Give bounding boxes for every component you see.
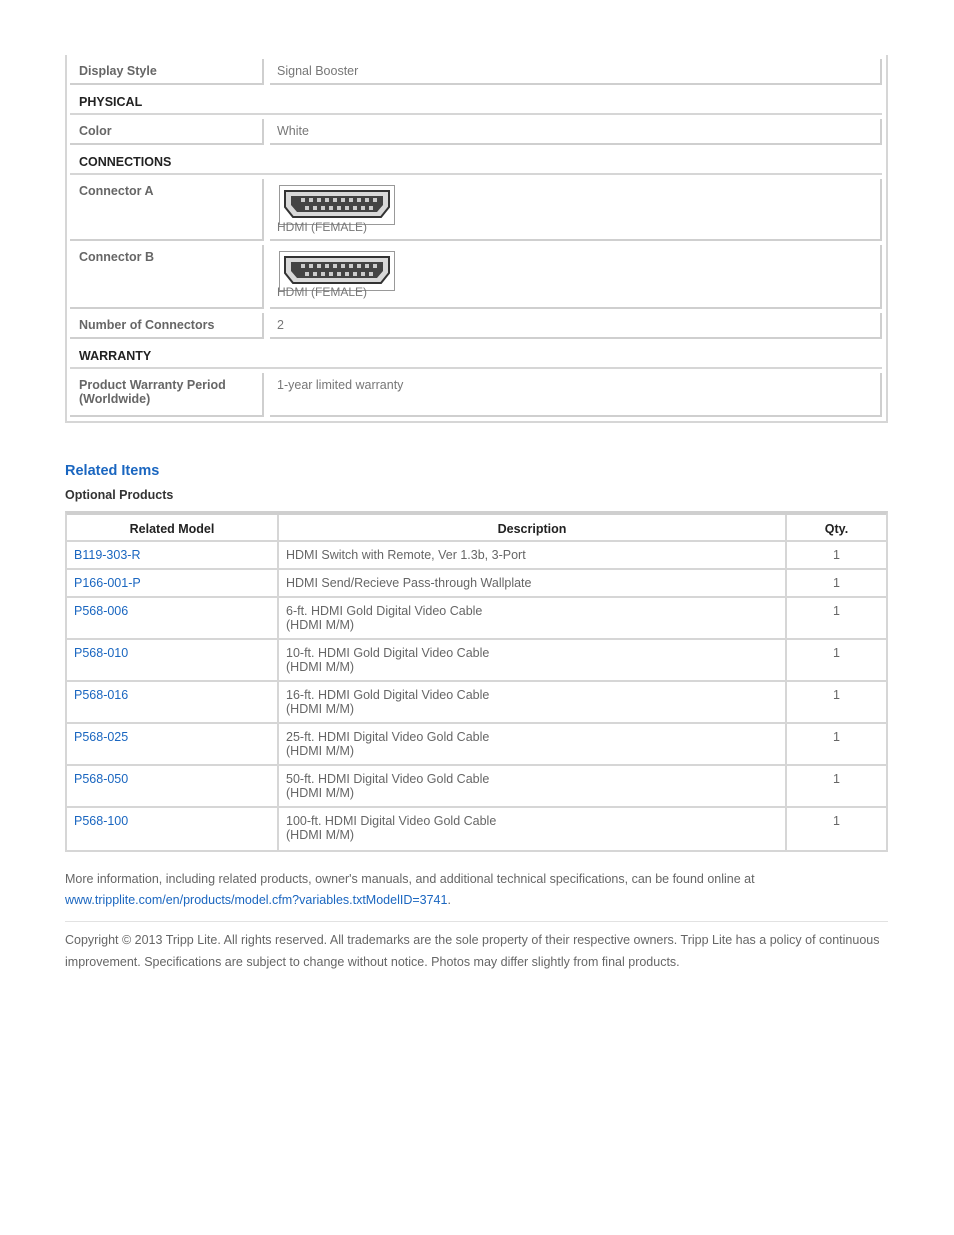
copyright-notice: Copyright © 2013 Tripp Lite. All rights reserved. All trademarks are the sole property of their respective owners. Tripp Lite has a policy of continuous improvement. Specifications are subject to change without notice. Photos may differ slightly from final products.	[65, 933, 880, 969]
spec-value: Signal Booster	[270, 59, 882, 85]
spec-label: Connector B	[70, 245, 264, 309]
qty-cell: 1	[787, 766, 886, 808]
description-cell	[279, 808, 787, 850]
description-line-1: HDMI Send/Recieve Pass-through Wallplate	[286, 576, 532, 590]
description-cell	[279, 598, 787, 640]
more-info-sentence: More information, including related products, owner's manuals, and additional technical specifications, can be found online at	[65, 872, 755, 886]
description-line-2: (HDMI M/M)	[286, 660, 355, 674]
spec-row-connector-b	[70, 241, 882, 309]
spec-row-color	[70, 115, 882, 145]
table-row	[67, 766, 886, 808]
table-row	[67, 808, 886, 850]
spec-label: Connector A	[70, 179, 264, 241]
related-items-title: Related Items	[65, 463, 160, 479]
description-line-1: 25-ft. HDMI Digital Video Gold Cable	[286, 730, 490, 744]
description-line-1: 10-ft. HDMI Gold Digital Video Cable	[286, 646, 490, 660]
column-header-model: Related Model	[67, 515, 279, 542]
spec-value-connector-a	[270, 179, 882, 241]
specifications-table	[65, 55, 888, 423]
table-row	[67, 542, 886, 570]
qty-cell: 1	[787, 724, 886, 766]
optional-products-subtitle: Optional Products	[65, 488, 174, 502]
spec-value-connector-b	[270, 245, 882, 309]
hdmi-female-connector-icon	[279, 185, 395, 225]
model-link[interactable]: P568-025	[67, 724, 279, 766]
description-line-1: 100-ft. HDMI Digital Video Gold Cable	[286, 814, 497, 828]
description-line-1: 50-ft. HDMI Digital Video Gold Cable	[286, 772, 490, 786]
model-link[interactable]: P166-001-P	[67, 570, 279, 598]
table-row	[67, 724, 886, 766]
spec-label: Display Style	[70, 59, 264, 85]
description-cell	[279, 640, 787, 682]
table-header	[67, 515, 886, 542]
more-information-text	[65, 869, 888, 911]
description-line-1: 6-ft. HDMI Gold Digital Video Cable	[286, 604, 483, 618]
description-cell	[279, 570, 787, 598]
qty-cell: 1	[833, 814, 840, 828]
page	[65, 55, 888, 973]
description-line-2: (HDMI M/M)	[286, 702, 355, 716]
spec-label: Color	[70, 119, 264, 145]
description-cell	[279, 542, 787, 570]
connector-a-text: HDMI (FEMALE)	[277, 220, 367, 234]
spec-row-warranty	[70, 369, 882, 421]
model-link[interactable]: P568-016	[67, 682, 279, 724]
table-row	[67, 598, 886, 640]
spec-row-display-style	[70, 55, 882, 85]
description-line-2: (HDMI M/M)	[286, 786, 355, 800]
spec-label: Number of Connectors	[70, 313, 264, 339]
spec-value: 1-year limited warranty	[270, 373, 882, 417]
description-line-2: (HDMI M/M)	[286, 828, 355, 842]
description-cell	[279, 766, 787, 808]
description-cell	[279, 682, 787, 724]
section-header-warranty: WARRANTY	[70, 343, 882, 369]
table-row	[67, 640, 886, 682]
model-link[interactable]: P568-010	[67, 640, 279, 682]
spec-label: Product Warranty Period (Worldwide)	[70, 373, 264, 417]
description-line-2: (HDMI M/M)	[286, 618, 355, 632]
spec-value: 2	[270, 313, 882, 339]
section-header-physical: PHYSICAL	[70, 89, 882, 115]
qty-cell: 1	[787, 682, 886, 724]
qty-cell: 1	[787, 570, 886, 598]
column-header-description: Description	[279, 515, 787, 542]
related-products-table	[65, 511, 888, 852]
model-link[interactable]: B119-303-R	[67, 542, 279, 570]
qty-cell: 1	[787, 640, 886, 682]
spec-row-number-of-connectors	[70, 309, 882, 339]
table-row	[67, 570, 886, 598]
footer-divider	[65, 921, 888, 922]
spec-row-connector-a	[70, 175, 882, 241]
table-row	[67, 682, 886, 724]
model-link[interactable]: P568-050	[67, 766, 279, 808]
column-header-qty: Qty.	[787, 515, 886, 542]
link-suffix: .	[447, 893, 451, 907]
connector-b-text: HDMI (FEMALE)	[277, 285, 367, 299]
product-page-link[interactable]: www.tripplite.com/en/products/model.cfm?variables.txtModelID=3741	[65, 893, 448, 907]
spec-value: White	[270, 119, 882, 145]
section-header-connections: CONNECTIONS	[70, 149, 882, 175]
qty-cell: 1	[787, 542, 886, 570]
description-line-1: HDMI Switch with Remote, Ver 1.3b, 3-Port	[286, 548, 526, 562]
model-link[interactable]: P568-100	[67, 808, 279, 850]
qty-cell: 1	[787, 598, 886, 640]
description-line-1: 16-ft. HDMI Gold Digital Video Cable	[286, 688, 490, 702]
model-link[interactable]: P568-006	[67, 598, 279, 640]
description-line-2: (HDMI M/M)	[286, 744, 355, 758]
description-cell	[279, 724, 787, 766]
